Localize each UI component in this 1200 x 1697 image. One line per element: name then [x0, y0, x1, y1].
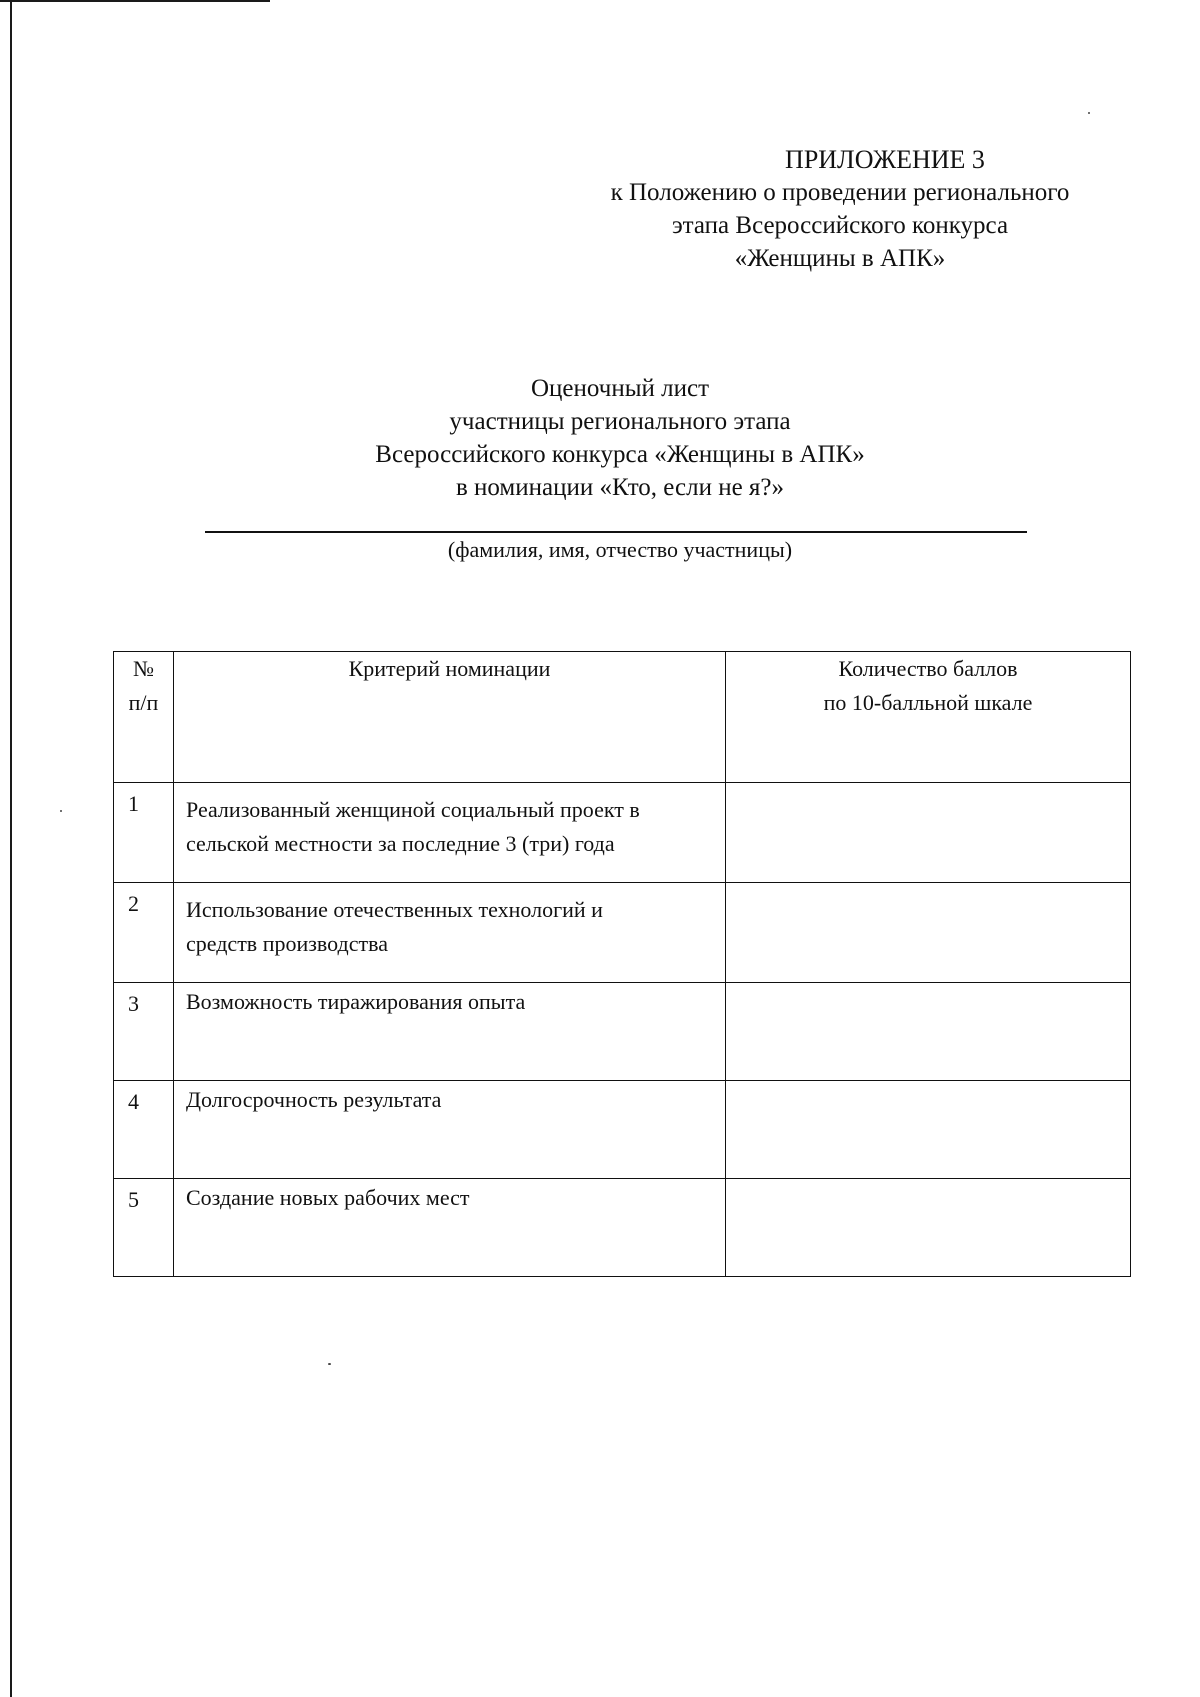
row-number: 4: [114, 1081, 174, 1179]
page-scan-edge-left: [10, 0, 12, 1697]
appendix-reference: [560, 143, 1120, 275]
row-number: 1: [114, 783, 174, 883]
row-criterion: Возможность тиражирования опыта: [174, 983, 726, 1081]
score-cell[interactable]: [726, 1081, 1131, 1179]
title-line: участницы регионального этапа: [449, 408, 791, 435]
title-line: в номинации «Кто, если не я?»: [455, 474, 785, 501]
title-line: Оценочный лист: [530, 375, 709, 402]
participant-name-caption: (фамилия, имя, отчество участницы): [447, 537, 793, 562]
participant-name-field-line: [205, 531, 1027, 533]
table-row: [114, 983, 1131, 1081]
row-number: 3: [114, 983, 174, 1081]
row-criterion: Долгосрочность результата: [174, 1081, 726, 1179]
document-title: [300, 372, 940, 504]
header-number-symbol: №: [133, 656, 154, 681]
appendix-line: этапа Всероссийского конкурса: [671, 212, 1009, 239]
score-cell[interactable]: [726, 883, 1131, 983]
table-row: [114, 883, 1131, 983]
row-number: 2: [114, 883, 174, 983]
header-score-line: Количество баллов: [838, 656, 1018, 681]
table-row: [114, 1179, 1131, 1277]
header-score-line: по 10-балльной шкале: [823, 690, 1033, 715]
score-cell[interactable]: [726, 1179, 1131, 1277]
scan-speck: [1088, 112, 1090, 114]
scan-speck: [328, 1363, 331, 1365]
criteria-table: [113, 651, 1131, 1277]
criterion-text: Реализованный женщиной социальный проект в: [186, 797, 640, 822]
appendix-line: к Положению о проведении регионального: [610, 179, 1070, 206]
table-header-row: [114, 652, 1131, 783]
score-cell[interactable]: [726, 783, 1131, 883]
header-number-abbr: п/п: [128, 690, 159, 715]
table-row: [114, 1081, 1131, 1179]
header-criterion: Критерий номинации: [174, 652, 726, 783]
row-criterion: Создание новых рабочих мест: [174, 1179, 726, 1277]
appendix-heading: ПРИЛОЖЕНИЕ 3: [785, 145, 985, 174]
header-number: [114, 652, 174, 783]
criterion-text: средств производства: [186, 931, 388, 956]
row-criterion: [174, 783, 726, 883]
header-score: [726, 652, 1131, 783]
title-line: Всероссийского конкурса «Женщины в АПК»: [375, 441, 865, 468]
row-criterion: [174, 883, 726, 983]
appendix-line: «Женщины в АПК»: [734, 245, 946, 272]
criterion-text: Использование отечественных технологий и: [186, 897, 603, 922]
row-number: 5: [114, 1179, 174, 1277]
scan-speck: [60, 810, 62, 812]
page-scan-edge-top: [0, 0, 270, 2]
score-cell[interactable]: [726, 983, 1131, 1081]
table-row: [114, 783, 1131, 883]
criterion-text: сельской местности за последние 3 (три) года: [186, 831, 615, 856]
